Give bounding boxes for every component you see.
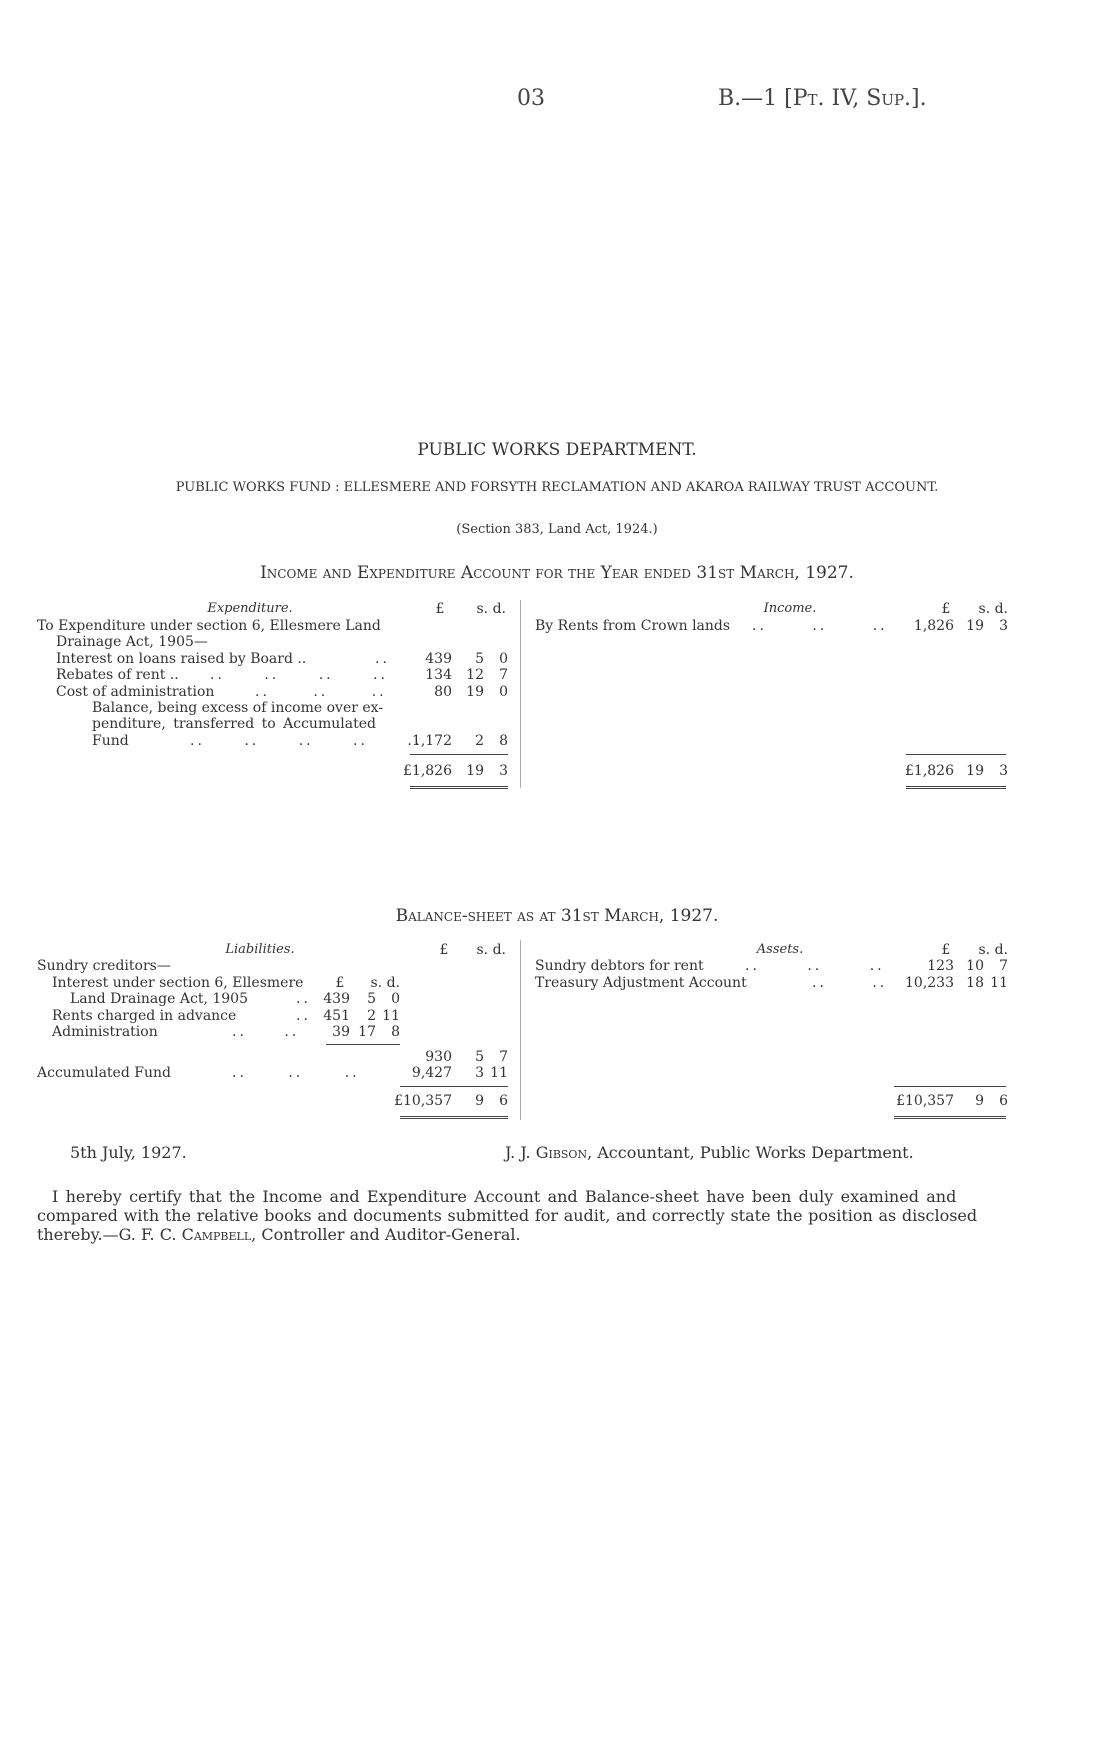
- leader-dots: ..: [296, 991, 311, 1007]
- expenditure-total-pounds: £1,826: [403, 763, 452, 779]
- interest-line1: Interest under section 6, Ellesmere: [52, 975, 304, 991]
- balance-sheet-title: Balance-sheet as at 31st March, 1927.: [395, 906, 719, 926]
- leader-dots: .. .. ..: [745, 958, 885, 974]
- assets-total-shillings: 9: [975, 1093, 984, 1109]
- income-total-pence: 3: [999, 763, 1008, 779]
- assets-total-double-rule: [894, 1116, 1006, 1119]
- document-reference: B.—1 [Pt. IV, Sup.].: [718, 86, 927, 111]
- liab-col-pounds: £: [439, 942, 449, 958]
- balance-shillings: 2: [475, 733, 484, 749]
- sundry-creditors: Sundry creditors—: [37, 958, 171, 974]
- expenditure-item-label: Interest on loans raised by Board ..: [56, 651, 307, 667]
- inc-col-pounds: £: [941, 601, 951, 617]
- expenditure-heading: Expenditure.: [207, 601, 293, 616]
- assets-total-rule: [894, 1086, 1006, 1087]
- income-item-label: By Rents from Crown lands: [535, 618, 731, 634]
- sub-col-pounds: £: [335, 975, 345, 991]
- leader-dots: ..: [296, 1008, 311, 1024]
- liab-col-sd: s. d.: [476, 942, 506, 958]
- expenditure-intro-line1: To Expenditure under section 6, Ellesmere Land: [37, 618, 381, 634]
- balance-pence: 8: [499, 733, 508, 749]
- accumulated-fund-shillings: 3: [475, 1065, 484, 1081]
- pounds-value: 134: [425, 667, 452, 683]
- assets-total-pounds: £10,357: [896, 1093, 954, 1109]
- income-pounds: 1,826: [913, 618, 954, 634]
- sub-col-sd: s. d.: [370, 975, 400, 991]
- report-date: 5th July, 1927.: [70, 1143, 187, 1162]
- shillings-value: 12: [466, 667, 484, 683]
- fund-title: PUBLIC WORKS FUND : ELLESMERE AND FORSYTH RECLAMATION AND AKAROA RAILWAY TRUST ACCOUNT.: [175, 480, 939, 495]
- administration-label: Administration: [52, 1024, 158, 1040]
- section-reference: (Section 383, Land Act, 1924.): [456, 522, 658, 537]
- rents-pence: 11: [382, 1008, 400, 1024]
- accumulated-fund-pounds: 9,427: [411, 1065, 452, 1081]
- pence-value: 7: [499, 667, 508, 683]
- liabilities-total-pence: 6: [499, 1093, 508, 1109]
- expenditure-total-pence: 3: [499, 763, 508, 779]
- leader-dots: ..: [375, 651, 390, 667]
- income-pence: 3: [999, 618, 1008, 634]
- expenditure-intro-line2: Drainage Act, 1905—: [56, 634, 208, 650]
- accumulated-fund-label: Accumulated Fund: [37, 1065, 171, 1081]
- exp-col-sd: s. d.: [476, 601, 506, 617]
- exp-col-pounds: £: [435, 601, 445, 617]
- income-total-double-rule: [906, 786, 1006, 789]
- pounds-value: 439: [425, 651, 452, 667]
- balance-pounds: 1,172: [411, 733, 452, 749]
- assets-total-pence: 6: [999, 1093, 1008, 1109]
- asset-label: Sundry debtors for rent: [535, 958, 704, 974]
- liabilities-total-rule: [400, 1086, 508, 1087]
- expenditure-total-shillings: 19: [466, 763, 484, 779]
- administration-pence: 8: [391, 1024, 400, 1040]
- interest-line2: Land Drainage Act, 1905: [70, 991, 248, 1007]
- asset-pounds: 123: [927, 958, 954, 974]
- leader-dots: .. ..: [232, 1024, 300, 1040]
- rents-pounds: 451: [323, 1008, 350, 1024]
- department-title: PUBLIC WORKS DEPARTMENT.: [417, 440, 697, 460]
- income-expenditure-divider: [520, 600, 521, 788]
- certificate-line3: [37, 1225, 521, 1244]
- pounds-value: 80: [434, 684, 452, 700]
- expenditure-total-rule: [410, 754, 508, 755]
- assets-col-pounds: £: [941, 942, 951, 958]
- administration-pounds: 39: [332, 1024, 350, 1040]
- certificate-line1: I hereby certify that the Income and Expenditure Account and Balance-sheet have been duly examined and: [52, 1187, 957, 1206]
- inc-col-sd: s. d.: [978, 601, 1008, 617]
- rents-shillings: 2: [367, 1008, 376, 1024]
- leader-dots: .. .. ..: [232, 1065, 360, 1081]
- liabilities-total-double-rule: [400, 1116, 508, 1119]
- certificate-line3-start: thereby.—G. F. C.: [37, 1225, 182, 1244]
- liabilities-total-pounds: £10,357: [394, 1093, 452, 1109]
- creditors-total-pence: 7: [499, 1049, 508, 1065]
- creditors-total-shillings: 5: [475, 1049, 484, 1065]
- balance-line1: Balance, being excess of income over ex-: [92, 700, 384, 716]
- page-number: 03: [517, 86, 545, 111]
- account-title: Income and Expenditure Account for the Year ended 31st March, 1927.: [260, 563, 854, 583]
- balance-line3: Fund: [92, 733, 129, 749]
- expenditure-item-label: Cost of administration: [56, 684, 215, 700]
- leader-dots: .. .. ..: [752, 618, 888, 634]
- expenditure-item-label: Rebates of rent ..: [56, 667, 179, 683]
- income-shillings: 19: [966, 618, 984, 634]
- interest-pounds: 439: [323, 991, 350, 1007]
- asset-pence: 11: [990, 975, 1008, 991]
- certificate-line3-end: , Controller and Auditor-General.: [251, 1225, 521, 1244]
- leader-dots: .. .. .. ..: [210, 667, 388, 683]
- administration-shillings: 17: [358, 1024, 376, 1040]
- income-heading: Income.: [763, 601, 817, 616]
- asset-shillings: 18: [966, 975, 984, 991]
- auditor-name: Campbell: [181, 1225, 252, 1244]
- accumulated-fund-pence: 11: [490, 1065, 508, 1081]
- assets-heading: Assets.: [756, 942, 804, 957]
- asset-shillings: 10: [966, 958, 984, 974]
- pence-value: 0: [499, 651, 508, 667]
- liabilities-total-shillings: 9: [475, 1093, 484, 1109]
- expenditure-total-double-rule: [410, 786, 508, 789]
- liabilities-heading: Liabilities.: [225, 942, 295, 957]
- signature: [505, 1143, 914, 1162]
- interest-pence: 0: [391, 991, 400, 1007]
- income-total-pounds: £1,826: [905, 763, 954, 779]
- asset-label: Treasury Adjustment Account: [535, 975, 747, 991]
- creditors-total-pounds: 930: [425, 1049, 452, 1065]
- pence-value: 0: [499, 684, 508, 700]
- balance-sheet-divider: [520, 940, 521, 1120]
- signature-title: , Accountant, Public Works Department.: [587, 1143, 914, 1162]
- income-total-shillings: 19: [966, 763, 984, 779]
- asset-pence: 7: [999, 958, 1008, 974]
- creditors-subtotal-rule: [326, 1044, 400, 1045]
- rents-label: Rents charged in advance: [52, 1008, 237, 1024]
- shillings-value: 19: [466, 684, 484, 700]
- leader-dots: .. .. ..: [255, 684, 387, 700]
- shillings-value: 5: [475, 651, 484, 667]
- balance-line2: penditure, transferred to Accumulated: [92, 716, 376, 732]
- asset-pounds: 10,233: [905, 975, 954, 991]
- signature-name: J. J. Gibson: [505, 1143, 588, 1162]
- leader-dots: .. ..: [812, 975, 888, 991]
- interest-shillings: 5: [367, 991, 376, 1007]
- leader-dots: .. .. .. .. ..: [190, 733, 423, 749]
- assets-col-sd: s. d.: [978, 942, 1008, 958]
- income-total-rule: [906, 754, 1006, 755]
- certificate-line2: compared with the relative books and documents submitted for audit, and correctly state the position as disclosed: [37, 1206, 978, 1225]
